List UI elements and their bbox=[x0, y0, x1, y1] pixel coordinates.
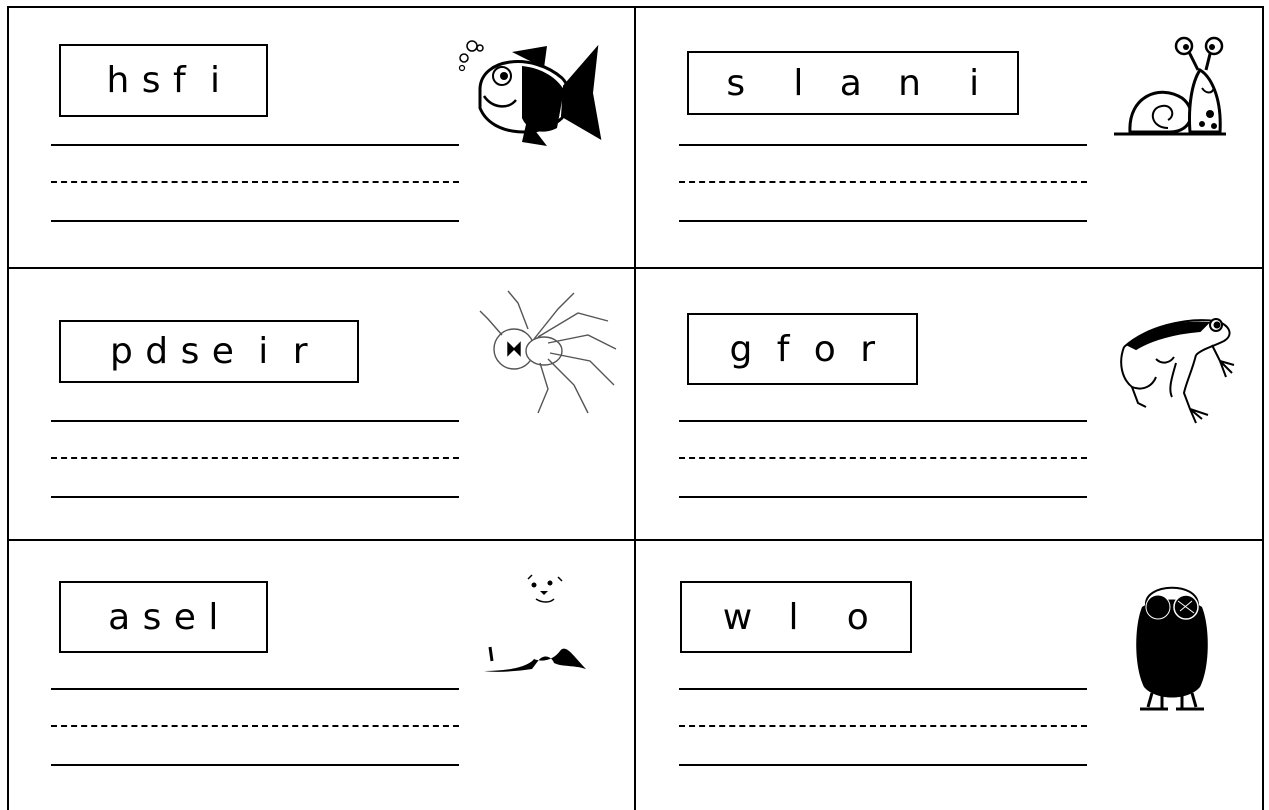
word-cell-snail bbox=[628, 0, 1262, 267]
writing-line-bottom[interactable] bbox=[51, 220, 459, 222]
writing-line-top[interactable] bbox=[679, 144, 1087, 146]
scrambled-word-box: g f o r bbox=[687, 313, 918, 385]
owl-icon bbox=[1132, 577, 1212, 713]
writing-line-middle-dashed bbox=[51, 181, 459, 183]
writing-line-bottom[interactable] bbox=[679, 220, 1087, 222]
writing-line-top[interactable] bbox=[51, 688, 459, 690]
scrambled-word-box: a s e l bbox=[59, 581, 268, 653]
writing-line-bottom[interactable] bbox=[679, 764, 1087, 766]
writing-line-middle-dashed bbox=[679, 181, 1087, 183]
word-cell-frog bbox=[628, 267, 1262, 539]
writing-line-top[interactable] bbox=[51, 420, 459, 422]
writing-line-middle-dashed bbox=[679, 725, 1087, 727]
scrambled-word-box: p d s e i r bbox=[59, 320, 359, 383]
scrambled-word-box: w l o bbox=[680, 581, 912, 653]
word-cell-owl bbox=[628, 539, 1262, 810]
spider-icon bbox=[478, 289, 618, 417]
writing-line-bottom[interactable] bbox=[51, 764, 459, 766]
fish-icon bbox=[452, 38, 604, 148]
word-cell-spider bbox=[0, 267, 634, 539]
scrambled-word-box: s l a n i bbox=[687, 51, 1019, 115]
writing-line-top[interactable] bbox=[679, 688, 1087, 690]
writing-line-top[interactable] bbox=[679, 420, 1087, 422]
writing-line-middle-dashed bbox=[51, 725, 459, 727]
seal-icon bbox=[478, 573, 590, 679]
writing-line-middle-dashed bbox=[51, 457, 459, 459]
writing-line-bottom[interactable] bbox=[51, 496, 459, 498]
word-cell-fish bbox=[0, 0, 634, 267]
frog-icon bbox=[1116, 307, 1238, 425]
snail-icon bbox=[1110, 36, 1230, 138]
writing-line-middle-dashed bbox=[679, 457, 1087, 459]
writing-line-bottom[interactable] bbox=[679, 496, 1087, 498]
grid-line-right bbox=[1262, 6, 1264, 810]
word-cell-seal bbox=[0, 539, 634, 810]
scrambled-word-box: h s f i bbox=[59, 44, 268, 117]
writing-line-top[interactable] bbox=[51, 144, 459, 146]
